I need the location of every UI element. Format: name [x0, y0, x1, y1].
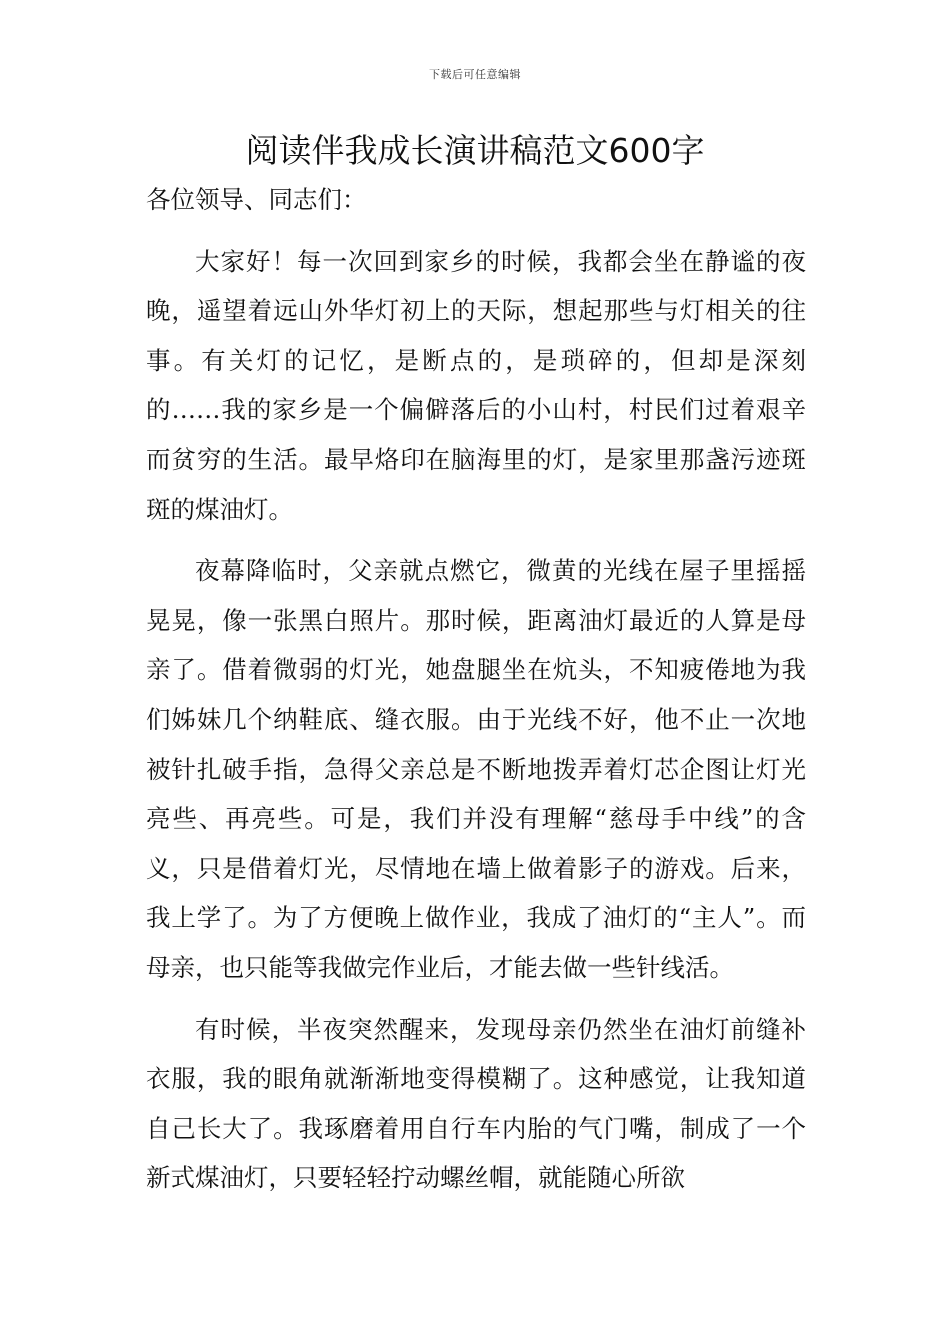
header-note: 下载后可任意编辑	[429, 68, 521, 81]
salutation: 各位领导、同志们：	[146, 185, 367, 214]
paragraph-1: 大家好！每一次回到家乡的时候，我都会坐在静谧的夜晚，遥望着远山外华灯初上的天际，想起那些与灯相关的往事。有关灯的记忆，是断点的，是琐碎的，但却是深刻的……我的家乡是一个偏僻落后的小山村，村民们过着艰辛而贫穷的生活。最早烙印在脑海里的灯，是家里那盏污迹斑斑的煤油灯。	[146, 246, 806, 524]
document-body	[146, 175, 806, 1203]
document-title: 阅读伴我成长演讲稿范文600字	[245, 131, 705, 170]
paragraph-3: 有时候，半夜突然醒来，发现母亲仍然坐在油灯前缝补衣服，我的眼角就渐渐地变得模糊了。这种感觉，让我知道自己长大了。我琢磨着用自行车内胎的气门嘴，制成了一个新式煤油灯，只要轻轻拧动螺丝帽，就能随心所欲	[146, 1014, 806, 1193]
paragraph-2: 夜幕降临时，父亲就点燃它，微黄的光线在屋子里摇摇晃晃，像一张黑白照片。那时候，距离油灯最近的人算是母亲了。借着微弱的灯光，她盘腿坐在炕头，不知疲倦地为我们姊妹几个纳鞋底、缝衣服。由于光线不好，他不止一次地被针扎破手指，急得父亲总是不断地拨弄着灯芯企图让灯光亮些、再亮些。可是，我们并没有理解“慈母手中线”的含义，只是借着灯光，尽情地在墙上做着影子的游戏。后来，我上学了。为了方便晚上做作业，我成了油灯的“主人”。而母亲，也只能等我做完作业后，才能去做一些针线活。	[146, 556, 806, 982]
